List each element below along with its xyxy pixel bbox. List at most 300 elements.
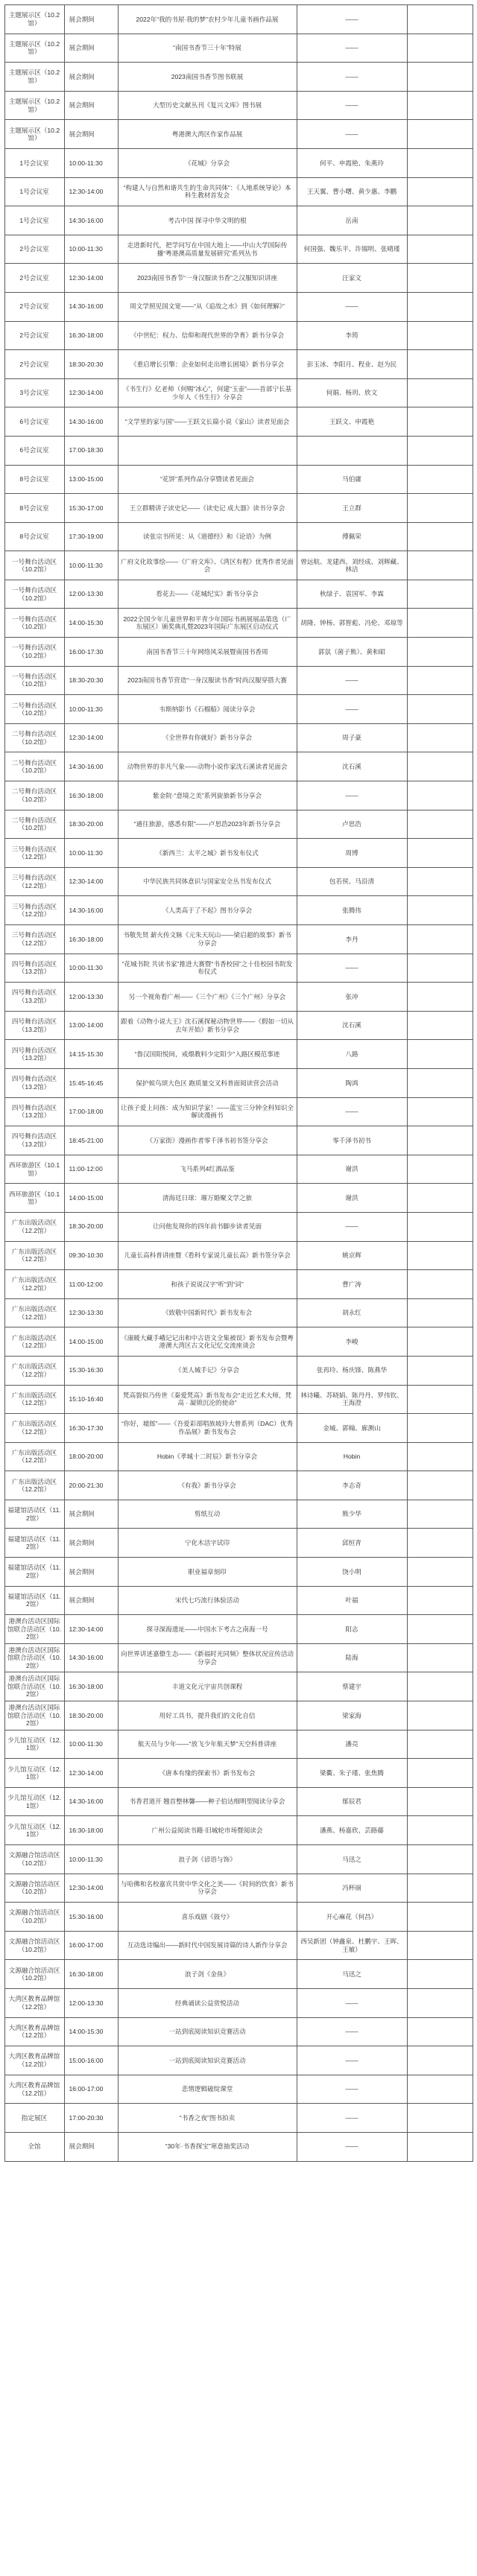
- host-cell: [407, 1759, 473, 1788]
- time-cell: 展会期间: [64, 1529, 118, 1558]
- guests-cell: 王天翼、曹小曙、黄少惠、李鹏: [297, 177, 407, 206]
- venue-cell: 一号舞台活动区（10.2馆）: [4, 551, 64, 580]
- event-cell: “书香之夜”图书拍卖: [118, 2104, 297, 2133]
- schedule-row: [4, 1643, 473, 1672]
- host-cell: [407, 2104, 473, 2133]
- schedule-row: [4, 1701, 473, 1730]
- schedule-row: [4, 1529, 473, 1558]
- time-cell: 20:00-21:30: [64, 1471, 118, 1500]
- host-cell: [407, 1701, 473, 1730]
- event-cell: 一站到底阅读知识竞赛活动: [118, 2017, 297, 2046]
- venue-cell: 主题展示区（10.2馆）: [4, 91, 64, 120]
- event-cell: 梵高裂似乃传世《秦爱梵高》新书发布会“走近艺术大师，梵高 · 凝锁沉沦的使命”: [118, 1385, 297, 1414]
- schedule-row: [4, 1787, 473, 1816]
- event-cell: 走进新时代，把学问写在中国大地上——中山大学国际传播“粤港澳高质量发展研究”系列丛书: [118, 235, 297, 264]
- event-cell: “通往旅游，感悉有限”——卢思浩2023年新书分享会: [118, 810, 297, 839]
- schedule-row: [4, 1241, 473, 1270]
- guests-cell: Hobin: [297, 1442, 407, 1471]
- event-cell: 《书生行》亿老师（何赐“冰心”，何建“玉壶”——首部宁长基少年人《书生行》分享会: [118, 378, 297, 407]
- schedule-row: [4, 983, 473, 1012]
- host-cell: [407, 1471, 473, 1500]
- guests-cell: ——: [297, 2046, 407, 2075]
- guests-cell: ——: [297, 1212, 407, 1241]
- host-cell: [407, 983, 473, 1012]
- venue-cell: 三号舞台活动区（12.2馆）: [4, 925, 64, 954]
- event-cell: 向世界讲述嘉僚生态——《新福时光同频》整体状况宣传活动分享会: [118, 1643, 297, 1672]
- guests-cell: 李丹: [297, 925, 407, 954]
- event-cell: 宋代七巧流行体验活动: [118, 1586, 297, 1615]
- host-cell: [407, 436, 473, 465]
- venue-cell: 港澳台活动区国际馆联合活动区（10.2馆）: [4, 1615, 64, 1644]
- host-cell: [407, 2132, 473, 2161]
- venue-cell: 港澳台活动区国际馆联合活动区（10.2馆）: [4, 1643, 64, 1672]
- guests-cell: 周博: [297, 839, 407, 868]
- event-cell: 韦斯纳影书《石榴船》阅读分享会: [118, 695, 297, 724]
- host-cell: [407, 666, 473, 695]
- schedule-row: [4, 1730, 473, 1759]
- venue-cell: 全馆: [4, 2132, 64, 2161]
- host-cell: [407, 1298, 473, 1327]
- guests-cell: 零千泽书初书: [297, 1126, 407, 1155]
- schedule-row: [4, 436, 473, 465]
- event-cell: 让问他发现你的四年前书脚步读者见面: [118, 1212, 297, 1241]
- schedule-row: [4, 2075, 473, 2104]
- host-cell: [407, 1586, 473, 1615]
- event-cell: 2022年“我的书屋·我的梦”农村少年儿童书画作品展: [118, 5, 297, 34]
- venue-cell: 四号舞台活动区（13.2馆）: [4, 1011, 64, 1040]
- host-cell: [407, 321, 473, 350]
- schedule-row: [4, 580, 473, 609]
- time-cell: 12:30-14:00: [64, 1759, 118, 1788]
- event-cell: 喜乐戏剧《鼓兮》: [118, 1903, 297, 1932]
- event-cell: 书敬先贤 薪火传文脉《元朱天玩山——梁启超的故事》新书分享会: [118, 925, 297, 954]
- time-cell: 10:00-11:30: [64, 1845, 118, 1874]
- time-cell: 展会期间: [64, 120, 118, 149]
- time-cell: 14:30-16:00: [64, 407, 118, 437]
- guests-cell: 八路: [297, 1040, 407, 1069]
- event-cell: 《致敬中国新时代》新书发布会: [118, 1298, 297, 1327]
- time-cell: 18:30-20:30: [64, 666, 118, 695]
- time-cell: 16:00-17:00: [64, 1931, 118, 1960]
- venue-cell: 一号舞台活动区（10.2馆）: [4, 609, 64, 638]
- time-cell: 展会期间: [64, 1586, 118, 1615]
- schedule-row: [4, 609, 473, 638]
- event-cell: “花饼”系列作品分享暨读者见面会: [118, 465, 297, 494]
- guests-cell: 胡隆、钟杨、郭智彪、冯伦、邓琼等: [297, 609, 407, 638]
- guests-cell: ——: [297, 1988, 407, 2017]
- guests-cell: 谢洪: [297, 1155, 407, 1184]
- event-cell: “构建人与自然和谐共生的生命共同体”：《人地系统导论》本科生教材首发会: [118, 177, 297, 206]
- venue-cell: 文源融合馆活动区（10.2馆）: [4, 1903, 64, 1932]
- schedule-row: [4, 465, 473, 494]
- guests-cell: 郭氛（菌子熊）、黄和昭: [297, 638, 407, 667]
- venue-cell: 2号会议室: [4, 321, 64, 350]
- event-cell: 《美人城手记》分享会: [118, 1356, 297, 1385]
- host-cell: [407, 1184, 473, 1213]
- guests-cell: 周子豪: [297, 723, 407, 752]
- venue-cell: 主题展示区（10.2馆）: [4, 34, 64, 63]
- event-cell: 紫金院·“意境之美”系列旋旅新书分享会: [118, 781, 297, 810]
- schedule-row: [4, 551, 473, 580]
- event-cell: Hobin《孝城十二时辰》新书分享会: [118, 1442, 297, 1471]
- event-cell: 《全世界有你就好》新书分享会: [118, 723, 297, 752]
- time-cell: 18:00-20:00: [64, 1442, 118, 1471]
- guests-cell: 李筠: [297, 321, 407, 350]
- schedule-row: [4, 1097, 473, 1126]
- venue-cell: 文源融合馆活动区（10.2馆）: [4, 1931, 64, 1960]
- venue-cell: 3号会议室: [4, 378, 64, 407]
- time-cell: 展会期间: [64, 34, 118, 63]
- event-cell: “鲁汉国阳悦间，戒煨教料少定阳少”入路区模范事迹: [118, 1040, 297, 1069]
- guests-cell: 傅佩荣: [297, 522, 407, 551]
- guests-cell: 沈石溪: [297, 752, 407, 781]
- guests-cell: 王立群: [297, 494, 407, 523]
- schedule-row: [4, 896, 473, 925]
- event-cell: 保护候鸟颂大色区 跑质量交叉科普面阅读营会活动: [118, 1068, 297, 1097]
- event-cell: “文学里的家与国”——王跃文长篇小说《家山》读者见面会: [118, 407, 297, 437]
- event-cell: 《重启增长引擎：企业如何走出增长困境》新书分享会: [118, 350, 297, 379]
- venue-cell: 广东出版活动区（12.2馆）: [4, 1385, 64, 1414]
- guests-cell: ——: [297, 2017, 407, 2046]
- guests-cell: 饶小明: [297, 1558, 407, 1587]
- event-cell: 《万家街》漫画作者零千泽书初书签分享会: [118, 1126, 297, 1155]
- event-cell: 丰道文化元宇宙共创课程: [118, 1672, 297, 1701]
- schedule-row: [4, 2046, 473, 2075]
- host-cell: [407, 1787, 473, 1816]
- schedule-body: [4, 5, 473, 2162]
- guests-cell: 沈石溪: [297, 1011, 407, 1040]
- event-cell: [118, 436, 297, 465]
- venue-cell: 8号会议室: [4, 494, 64, 523]
- venue-cell: 主题展示区（10.2馆）: [4, 5, 64, 34]
- time-cell: 10:00-11:30: [64, 148, 118, 177]
- host-cell: [407, 695, 473, 724]
- time-cell: 09:30-10:30: [64, 1241, 118, 1270]
- event-cell: 《人类高于了不起》图书分享会: [118, 896, 297, 925]
- guests-cell: 邱恒青: [297, 1529, 407, 1558]
- venue-cell: 8号会议室: [4, 465, 64, 494]
- guests-cell: 岳南: [297, 206, 407, 235]
- guests-cell: ——: [297, 120, 407, 149]
- event-cell: “30年·书香探宝”寒意抽奖活动: [118, 2132, 297, 2161]
- host-cell: [407, 1212, 473, 1241]
- venue-cell: 二号舞台活动区（10.2馆）: [4, 752, 64, 781]
- event-schedule-table: [4, 4, 473, 2162]
- event-cell: 书香君道开 翘首整林馨——种子伯达细明型阅读分享会: [118, 1787, 297, 1816]
- schedule-row: [4, 206, 473, 235]
- schedule-row: [4, 378, 473, 407]
- time-cell: 16:30-18:00: [64, 1672, 118, 1701]
- guests-cell: 叶福: [297, 1586, 407, 1615]
- schedule-row: [4, 1327, 473, 1357]
- time-cell: 17:00-18:00: [64, 1097, 118, 1126]
- guests-cell: 阳志: [297, 1615, 407, 1644]
- schedule-row: [4, 723, 473, 752]
- host-cell: [407, 1558, 473, 1587]
- time-cell: 16:00-17:30: [64, 638, 118, 667]
- schedule-row: [4, 1155, 473, 1184]
- schedule-row: [4, 522, 473, 551]
- guests-cell: 冯杯丽: [297, 1874, 407, 1903]
- schedule-row: [4, 1298, 473, 1327]
- guests-cell: 张冲: [297, 983, 407, 1012]
- venue-cell: 广东出版活动区（12.2馆）: [4, 1327, 64, 1357]
- host-cell: [407, 1960, 473, 1989]
- host-cell: [407, 1903, 473, 1932]
- time-cell: 18:30-20:00: [64, 1212, 118, 1241]
- venue-cell: 少儿馆互动区（12.1馆）: [4, 1759, 64, 1788]
- schedule-row: [4, 1586, 473, 1615]
- venue-cell: 一号舞台活动区（10.2馆）: [4, 638, 64, 667]
- schedule-row: [4, 2132, 473, 2161]
- event-cell: 南国书香节三十年网络风采展暨南国书香周: [118, 638, 297, 667]
- time-cell: 15:45-16:45: [64, 1068, 118, 1097]
- event-cell: 《康暖大藏手峨记记出和中古语文全集被误》新书发布会暨粤港澳大湾区古文化记忆交流座谈会: [118, 1327, 297, 1357]
- time-cell: 15:30-16:00: [64, 1903, 118, 1932]
- host-cell: [407, 2017, 473, 2046]
- host-cell: [407, 494, 473, 523]
- schedule-row: [4, 695, 473, 724]
- time-cell: 17:00-20:30: [64, 2104, 118, 2133]
- host-cell: [407, 1988, 473, 2017]
- schedule-row: [4, 2017, 473, 2046]
- guests-cell: 张再玲、杨庆锋、陈燕华: [297, 1356, 407, 1385]
- schedule-row: [4, 1903, 473, 1932]
- host-cell: [407, 1068, 473, 1097]
- schedule-row: [4, 1960, 473, 1989]
- time-cell: 16:30-18:00: [64, 925, 118, 954]
- host-cell: [407, 465, 473, 494]
- guests-cell: 秋绿子、袁国军、李霖: [297, 580, 407, 609]
- event-cell: 和孩子说说汉字“听”到“词”: [118, 1270, 297, 1299]
- guests-cell: ——: [297, 954, 407, 983]
- schedule-row: [4, 321, 473, 350]
- time-cell: 16:30-17:30: [64, 1414, 118, 1443]
- time-cell: 14:30-16:00: [64, 896, 118, 925]
- time-cell: 14:30-16:00: [64, 292, 118, 321]
- host-cell: [407, 609, 473, 638]
- time-cell: 14:00-15:00: [64, 1184, 118, 1213]
- guests-cell: ——: [297, 781, 407, 810]
- venue-cell: 二号舞台活动区（10.2馆）: [4, 695, 64, 724]
- guests-cell: ——: [297, 1097, 407, 1126]
- time-cell: 18:30-20:30: [64, 350, 118, 379]
- host-cell: [407, 1874, 473, 1903]
- guests-cell: ——: [297, 695, 407, 724]
- guests-cell: [297, 436, 407, 465]
- schedule-row: [4, 1011, 473, 1040]
- host-cell: [407, 5, 473, 34]
- schedule-row: [4, 1270, 473, 1299]
- host-cell: [407, 580, 473, 609]
- event-cell: 读张宗书所见：从《道德经》和《论语》为例: [118, 522, 297, 551]
- venue-cell: 四号舞台活动区（13.2馆）: [4, 1126, 64, 1155]
- schedule-row: [4, 120, 473, 149]
- time-cell: 18:30-20:00: [64, 1701, 118, 1730]
- venue-cell: 6号会议室: [4, 407, 64, 437]
- venue-cell: 广东出版活动区（12.2馆）: [4, 1298, 64, 1327]
- host-cell: [407, 1385, 473, 1414]
- venue-cell: 港澳台活动区国际馆联合活动区（10.2馆）: [4, 1701, 64, 1730]
- guests-cell: ——: [297, 292, 407, 321]
- venue-cell: 三号舞台活动区（12.2馆）: [4, 896, 64, 925]
- host-cell: [407, 810, 473, 839]
- venue-cell: 福建馆活动区（11.2馆）: [4, 1500, 64, 1529]
- schedule-row: [4, 1068, 473, 1097]
- time-cell: 16:00-17:00: [64, 2075, 118, 2104]
- event-cell: 航天员与少年——“放飞少年航天梦”天空科普讲座: [118, 1730, 297, 1759]
- venue-cell: 福建馆活动区（11.2馆）: [4, 1558, 64, 1587]
- time-cell: 12:00-13:30: [64, 580, 118, 609]
- host-cell: [407, 1097, 473, 1126]
- event-cell: 宁化木活字试印: [118, 1529, 297, 1558]
- time-cell: 展会期间: [64, 63, 118, 92]
- event-cell: 2023南国书香节“一身汉服读书香”之汉服知识讲座: [118, 264, 297, 293]
- schedule-row: [4, 1759, 473, 1788]
- schedule-row: [4, 350, 473, 379]
- host-cell: [407, 91, 473, 120]
- time-cell: 10:00-11:30: [64, 235, 118, 264]
- time-cell: 16:30-18:00: [64, 1816, 118, 1845]
- venue-cell: 西环旅游区（10.1馆）: [4, 1155, 64, 1184]
- host-cell: [407, 350, 473, 379]
- venue-cell: 指定展区: [4, 2104, 64, 2133]
- event-cell: 2023南国书香节图书联展: [118, 63, 297, 92]
- host-cell: [407, 954, 473, 983]
- time-cell: 15:30-17:00: [64, 494, 118, 523]
- time-cell: 12:30-14:00: [64, 264, 118, 293]
- host-cell: [407, 2046, 473, 2075]
- schedule-row: [4, 1816, 473, 1845]
- guests-cell: 开心麻花（何昌）: [297, 1903, 407, 1932]
- guests-cell: 陆海: [297, 1643, 407, 1672]
- event-cell: 另一个视角看广州——《三个广州》《三个广州》分享会: [118, 983, 297, 1012]
- time-cell: 11:00-12:00: [64, 1270, 118, 1299]
- host-cell: [407, 551, 473, 580]
- event-cell: 让孩子爱上问孩：成为知识学家！——蓝宝三分钟全科知识全解读漫画书: [118, 1097, 297, 1126]
- time-cell: 16:30-18:00: [64, 1960, 118, 1989]
- host-cell: [407, 1414, 473, 1443]
- guests-cell: 李峻: [297, 1327, 407, 1357]
- host-cell: [407, 723, 473, 752]
- event-cell: 清海廷日球：璀万婚聚文学之旅: [118, 1184, 297, 1213]
- venue-cell: 大湾区教育品牌馆（12.2馆）: [4, 2017, 64, 2046]
- guests-cell: 张腾伟: [297, 896, 407, 925]
- event-cell: 跟着《动物小说大王》沈石溪探秘动物世界——《假如一切从去年开始》新书分享会: [118, 1011, 297, 1040]
- venue-cell: 1号会议室: [4, 206, 64, 235]
- time-cell: 展会期间: [64, 91, 118, 120]
- host-cell: [407, 34, 473, 63]
- schedule-row: [4, 1414, 473, 1443]
- schedule-row: [4, 292, 473, 321]
- guests-cell: 汪家文: [297, 264, 407, 293]
- event-cell: 与哈佛和名校嘉宾共赏中华文化之美——《时间的饮食》新书分享会: [118, 1874, 297, 1903]
- guests-cell: 彭玉冰、李阳月、程业、赵为民: [297, 350, 407, 379]
- host-cell: [407, 522, 473, 551]
- time-cell: 18:45-21:00: [64, 1126, 118, 1155]
- time-cell: 10:00-11:30: [64, 1730, 118, 1759]
- guests-cell: ——: [297, 5, 407, 34]
- host-cell: [407, 235, 473, 264]
- event-cell: 2023南国书香节营造“一身汉服读书香”时尚汉服穿搭大赛: [118, 666, 297, 695]
- event-cell: 用好工具书，提升我们的文化自信: [118, 1701, 297, 1730]
- schedule-row: [4, 752, 473, 781]
- event-cell: “花城书院 共读书家”推进大赛暨“书香校园”之十佳校园书院发布仪式: [118, 954, 297, 983]
- venue-cell: 2号会议室: [4, 350, 64, 379]
- event-cell: “南国书香节三十年”特展: [118, 34, 297, 63]
- time-cell: 展会期间: [64, 2132, 118, 2161]
- schedule-row: [4, 5, 473, 34]
- guests-cell: 王跃文、申霞艳: [297, 407, 407, 437]
- venue-cell: 广东出版活动区（12.2馆）: [4, 1442, 64, 1471]
- venue-cell: 二号舞台活动区（10.2馆）: [4, 810, 64, 839]
- schedule-row: [4, 91, 473, 120]
- guests-cell: 曹广涛: [297, 1270, 407, 1299]
- guests-cell: ——: [297, 34, 407, 63]
- guests-cell: 卢思浩: [297, 810, 407, 839]
- time-cell: 14:30-16:00: [64, 1643, 118, 1672]
- event-cell: 王立群精讲子读史记——《读史记 成大器》读书分享会: [118, 494, 297, 523]
- guests-cell: 何平、申霞艳、朱燕玲: [297, 148, 407, 177]
- host-cell: [407, 206, 473, 235]
- host-cell: [407, 1327, 473, 1357]
- event-cell: 儿童长高科普讲座暨《看科专家说儿童长高》新书签分享会: [118, 1241, 297, 1270]
- venue-cell: 广东出版活动区（12.2馆）: [4, 1414, 64, 1443]
- schedule-row: [4, 1988, 473, 2017]
- time-cell: 12:30-14:00: [64, 1874, 118, 1903]
- venue-cell: 1号会议室: [4, 148, 64, 177]
- time-cell: 14:15-15:30: [64, 1040, 118, 1069]
- venue-cell: 少儿馆互动区（12.1馆）: [4, 1730, 64, 1759]
- venue-cell: 6号会议室: [4, 436, 64, 465]
- event-cell: 职业福章刻印: [118, 1558, 297, 1587]
- event-cell: 考古中国 探寻中华文明的根: [118, 206, 297, 235]
- schedule-row: [4, 1672, 473, 1701]
- venue-cell: 港澳台活动区国际馆联合活动区（10.2馆）: [4, 1672, 64, 1701]
- time-cell: 14:30-16:00: [64, 206, 118, 235]
- host-cell: [407, 1126, 473, 1155]
- host-cell: [407, 1241, 473, 1270]
- guests-cell: 胡永红: [297, 1298, 407, 1327]
- event-cell: 看花去——《花城纪实》新书分享会: [118, 580, 297, 609]
- schedule-row: [4, 1126, 473, 1155]
- guests-cell: ——: [297, 63, 407, 92]
- venue-cell: 四号舞台活动区（13.2馆）: [4, 954, 64, 983]
- event-cell: 广州公益阅读书籍·旧城轮市场暨阅读会: [118, 1816, 297, 1845]
- host-cell: [407, 1270, 473, 1299]
- venue-cell: 主题展示区（10.2馆）: [4, 63, 64, 92]
- host-cell: [407, 1672, 473, 1701]
- time-cell: 16:30-18:00: [64, 321, 118, 350]
- schedule-row: [4, 1615, 473, 1644]
- venue-cell: 少儿馆互动区（12.1馆）: [4, 1787, 64, 1816]
- time-cell: 12:00-13:30: [64, 983, 118, 1012]
- host-cell: [407, 752, 473, 781]
- time-cell: 10:00-11:30: [64, 839, 118, 868]
- host-cell: [407, 638, 473, 667]
- time-cell: 展会期间: [64, 1558, 118, 1587]
- schedule-row: [4, 638, 473, 667]
- venue-cell: 四号舞台活动区（13.2馆）: [4, 1097, 64, 1126]
- host-cell: [407, 1011, 473, 1040]
- host-cell: [407, 1500, 473, 1529]
- schedule-row: [4, 1385, 473, 1414]
- host-cell: [407, 1529, 473, 1558]
- time-cell: 11:00-12:00: [64, 1155, 118, 1184]
- time-cell: 10:00-11:30: [64, 954, 118, 983]
- venue-cell: 广东出版活动区（12.2馆）: [4, 1241, 64, 1270]
- event-cell: 《花城》分享会: [118, 148, 297, 177]
